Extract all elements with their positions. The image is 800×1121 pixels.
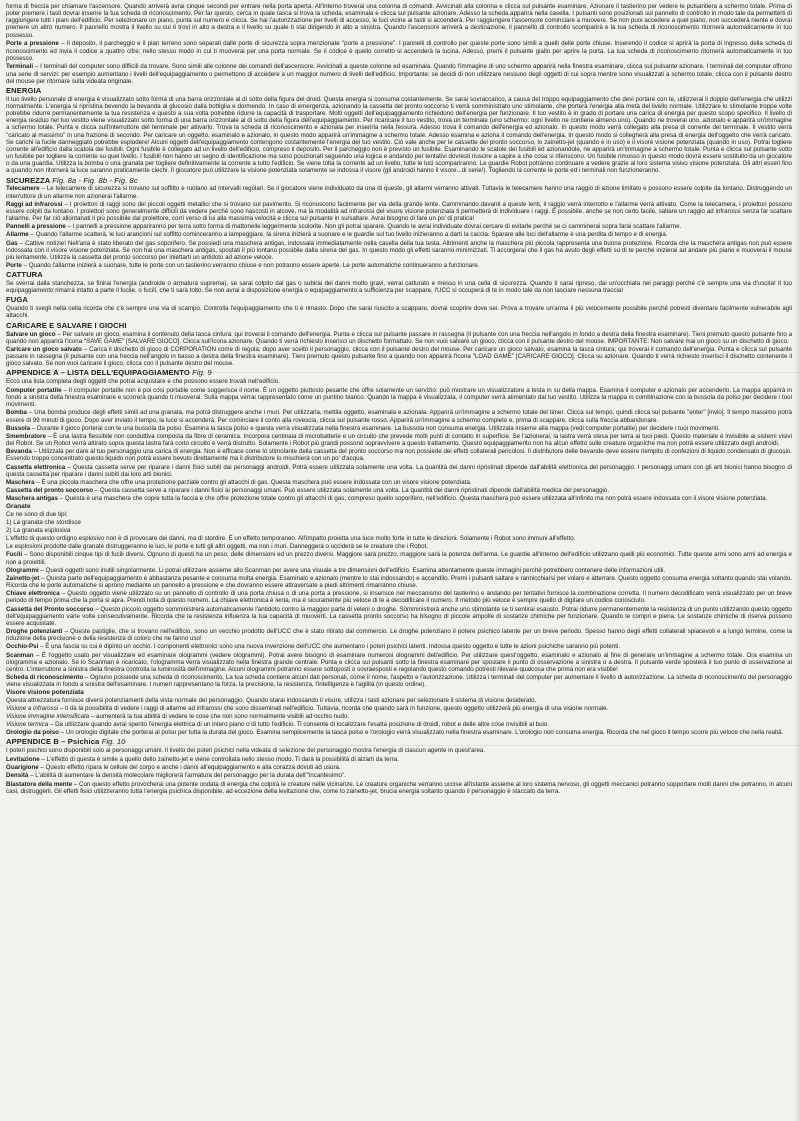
- equip-item: Computer portatile – Il computer portatile non è poi così portatile come suggerisce il nome. È un oggetto piuttosto pesante che offre solamente un servizio: può mostrare un visualizzatore a testa in su della mappa. Esamina il computer e azionalo per accenderlo. La mappa apparirà in fondo a sinistra della finestra esaminare e scorrerà quando ti muoverai. Sulla mappa verrai rappresentato come un puntino bianco. Quando la mappa è visualizzata, il computer verrà alimentato dal tuo vestito. Utilizza la mappa in combinazione con la bussola da polso per decidere i tuoi movimenti.: [6, 386, 792, 409]
- equip-item: Bomba – Una bomba produce degli effetti simili ad una granata, ma potrà distruggere anche i muri. Per utilizzarla, mettila oggetto, esaminala e azionala. Apparirà un'immagine a schermo totale del timer. Clicca sul tempo, quindi clicca sul pulsante "enter" [invio]. Il tempo massimo potrà essere di 99 minuti di gioco. Dopo aver inviato il tempo, la luce si accenderà. Per cominciare il conto alla rovescia, clicca sul pulsante rosso. Apparirà un'immagine a schermo completo e, prima di scappare, clicca sulla freccia abbandonare.: [6, 409, 792, 424]
- equip-item: Occhio-Psi – È una fascia su cui è dipinto un occhio. I componenti elettronici sono una nuova invenzione dell'UCC che aumentano i poteri psichici latenti. Indossa questo oggetto e tutte le azioni psichiche saranno più potenti.: [6, 643, 621, 651]
- equip-item: Maschera antigas – Questa è una maschera che copre tutta la faccia e che offre protezione totale contro gli attacchi di gas, compreso quello soporifero, nell'edificio. Questa maschera può essere utilizzata all'infinito ma non potrà essere indossata con il visore visione potenziata.: [6, 495, 768, 503]
- granate-t2: Le esplosioni prodotte dalle granate distruggeranno le luci, le porte e tutti gli altri oggetti, ma non i muri. Danneggerà o ucciderà se le creature che i Robot.: [6, 543, 429, 551]
- appendice-a-heading: APPENDICE A – LISTA DELL'EQUIPAGGIAMENTO Fig. 9: [6, 368, 212, 378]
- equip-item: Zainetto-jet – Questa parte dell'equipaggiamento è abbastanza pesante e consuma molta energia. Esaminalo e azionalo (mentre lo stai indossando) e accendilo. Premi i pulsanti saltare e rannicchiarsi per volare e atterrare. Questo oggetto consuma energia soltanto quando stai volando. Ricorda che le porte automatiche si aprono mediante un pannello a pressione e che dovranno essere attraversate a piedi altrimenti rimarranno chiuse.: [6, 574, 792, 590]
- fuga-text: Quando ti svegli nella cella ricorda che c'è sempre una via di scampo. Controlla l'equipaggiamento che ti è rimasto. Dopo che sarai riuscito a scappare, dovrai scoprire dove sei. Prova a trovare un'arma il più velocemente possibile perché potresti diventare facilmente vulnerabile agli attacchi.: [6, 305, 792, 320]
- intro-paragraph: forma di freccia per chiamare l'ascensore. Quando arriverà avrai cinque secondi per entrare nella porta aperta. All'interno troverai una colonna di comandi. Avvicinati alla colonna e clicca sul pulsante esaminare. Azionare il tastierino per vedere le pulsantiera a schermo totale. Prima di poter premere i tasti dovrai inserire la tua scheda di riconoscimento. Per far questo, cerca in quale tasca si trova la scheda, esaminala e clicca sul pulsante azionare. Adesso la scheda apparirà nella casella. I pulsanti sono posizionati sul pannello di controllo in modo tale da permetterti di raggiungere tutti i piani dell'edificio. Per selezionare un piano, punta sul numero e clicca. Se hai l'autorizzazione per livelli di accesso, le luci vicine ai tasti si accenderà. Per raggiungere l'ascensore cominciare a muovere. Se non puoi accedere a quel piano, non succederà niente e dovrai premere un altro numero. Il pannello mostra il livello su cui ti trovi in alto a destra e il livello su quale ti stai dirigendo in alto a sinistra. Quando l'ascensore arriverà a destinazione, il pannello di controllo scomparirà e la tua scheda di riconoscimento ritornerà automaticamente in tuo possesso.: [6, 3, 792, 39]
- equip-item: Droghe potenzianti – Queste pastiglie, che si trovano nell'edificio, sono un vecchio prodotto dell'UCC che è stato ritirato dal commercio. Le droghe potenziano il potere psichico latente per un breve periodo. Spesso hanno degli effetti collaterali spiacevoli e a lungo termine, come la riduzione della precisione o della resistenza di coloro che ne fanno uso!: [6, 628, 792, 643]
- sicurezza-heading: SICUREZZA Fig. 8a - Fig. 8b - Fig. 8c: [6, 175, 138, 185]
- caricare-item: Caricare un gioco salvato – Carica il dischetto di gioco di CORPORATION come di regola; dopo aver scelto il personaggio, clicca con il pulsante destro del mouse. Per caricare un gioco salvato, esamina la tasca cintura; qui troverai il comando dell'energia. Punta e clicca sul pulsante passare in rassegna (il pulsante con una freccia nell'angolo in basso a destra della finestra esaminare). Tieni premuto questo pulsante fino a quando non apparirà l'icona "LOAD GAME" [CARICARE GIOCO]. Clicca su azionare. Quando ti verrà richiesto inserisci il dischetto contenente il gioco salvato. Se non vuoi caricare il gioco, clicca con il pulsante destro del mouse.: [6, 345, 793, 368]
- manual-column: [6, 3, 792, 795]
- equip-item: Cassetta del pronto soccorso – Questa cassetta serve a riparare i danni fisici ai personaggi umani. Può essere utilizzata solamente una volta. La quantità dei danni ripristinati dipende dall'abilità medica del personaggio.: [6, 486, 610, 494]
- paper-edge-shadow: [794, 0, 800, 1121]
- appendice-b-heading: APPENDICE B – Psichica Fig. 10: [6, 737, 126, 747]
- granate-heading: Granate: [6, 503, 31, 511]
- orologio-item: Orologio da polso – Un orologio digitale che porterai al polso per tutta la durata del gioco. Esamina semplicemente la tasca polso e l'orologio verrà visualizzato nella finestra esaminare. L'orologio non consuma energia. Ricorda che nel gioco il tempo scorre più veloce che nella realtà.: [6, 729, 784, 737]
- granate-type: 2) La granata esplosiva: [6, 527, 71, 534]
- sicurezza-fig: Fig. 8a - Fig. 8b - Fig. 8c: [52, 175, 138, 185]
- equip-item: Bussola – Durante il gioco porterai con te una bussola da polso. Esamina la tasca polso e questa verrà visualizzata nella finestra esaminare. La bussola non consuma energia. Utilizzala insieme alla mappa (vedi computer portatile) per decidere i tuoi movimenti.: [6, 424, 720, 432]
- caricare-heading: CARICARE E SALVARE I GIOCHI: [6, 320, 127, 330]
- psi-item: Guarigione – Questo effetto ripara le cellule del corpo e anche i danni all'equipaggiamento e alla corazza dovuti ad usura.: [6, 764, 341, 772]
- psi-item: Densità – L'abilità di aumentare la densità molecolare migliorerà l'armatura del personaggio per la durata dell'"incantesimo".: [6, 772, 346, 780]
- energia-text: Il tuo livello personale di energia è visualizzato sotto forma di una barra orizzontale al di sotto della figura del droid. Questa energia si consuma costantemente. Se sarai sovraccarico, a causa del troppo equipaggiamento che devi portare con te, utilizzerai il doppio dell'energia che utilizzi normalmente. L'energia si ripristina bevendo la bevanda al glucosio dalla bottiglia e dormendo. In caso di emergenza, azionando la cassetta del pronto soccorso ti verrà somministrato uno stimolante, che porterà l'energia alla metà del livello normale. Utilizzare lo stimolante troppe volte potrebbe ridurre permanentemente la tua resistenza e questo a sua volta potrebbe ridurre la capacità di trasportare. Molti oggetti dell'equipaggiamento richiedono dell'energia per funzionare. Il tuo vestito è in grado di portare una carica di energia per questo scopo specifico. Il livello di energia residuo nel tuo vestito viene visualizzato sotto forma di una barra orizzontale al di sotto della figura dell'equipaggiamento. Per ricaricare il tuo vestito, trova un terminale (uno schermo: ogni livello ne contiene almeno uno). Quando ne troverai uno, azionalo e apparirà un'immagine a schermo totale. Punta e clicca sull'interruttore del terminale per attivarlo. Trova la scheda di riconoscimento e azionala per inserirla nella fessura. Adesso trova il comando dell'energia ed azionalo. In questo modo verrà collegato alla presa di corrente del terminale. Il vestito verrà "caricato al massimo" in una frazione di secondo. Per caricare un oggetto, esaminalo e azionalo, in questo modo apparirà un'immagine a schermo totale. Adesso esamina e aziona il comando dell'energia. In questo modo si collegherà alla presa di energia dell'oggetto che verrà caricato. Se carichi la fucile danneggiato potrebbe esplodere! Alcuni oggetti dell'equipaggiamento contengono costantemente l'energia del tuo vestito. Ciò vale anche per le cassette del pronto soccorso, lo zainetto-jet (quando è in uso) e il visore visione potenziata (quando in uso). Potrai togliere corrente all'edificio dalla scatola dei fusibili. Ogni fusibile è collegato ad un livello dell'edificio, compreso il deposito. Per il parcheggio non è previsto un fusibile. Esaminando le scatole dei fusibili ed azionandole, ne apparirà un'immagine a schermo totale. Punta e clicca sul pulsante sotto un fusibile per togliere la corrente su quel livello. I fusibili non hanno un segno di identificazione ma sono posizionati seguendo una logica e andando per tentativi dovresti riuscire a capire a che cosa si riferiscono. Un fusibile rimosso in questo modo dovrà essere sostituito da un giocatore o da una guardia. Utilizza la bomba o una granata per togliere definitivamente la corrente a tutto l'edificio. Se viene tolta la corrente ad un livello, tutte le luci scompariranno. Le guardie Robot potranno continuare a vedere grazie al loro sistema visivo visione potenziata. Gli altri esseri fino a quando non ritornerà la luce saranno praticamente ciechi. Il giocatore può utilizzare la visione potenziata solamente se indossa il visore (gli androidi hanno il visore...di serie!). Togliendo la corrente le porte ed i terminali non funzioneranno.: [6, 95, 792, 175]
- visore-line: Visione termica – Da utilizzare quando avrai spento l'energia elettrica di un intero piano o di tutto l'edificio. Ti consente di localizzare l'esatta posizione di droidi, robot e delle altre cose invisibili al buio.: [6, 721, 550, 729]
- visore-line: Visione immagine intensificata – aumenterà la tua abilità di vedere le cose che non sono normalmente visibili ad occhio nudo.: [6, 713, 350, 720]
- cattura-heading: CATTURA: [6, 270, 43, 280]
- caricare-item: Salvare un gioco – Per salvare un gioco, esamina il contenuto della tasca cintura: qui troverai il comando dell'energia. Punta e clicca sul pulsante passare in rassegna (il pulsante con una freccia nell'angolo in fondo a destra della finestra esaminare). Tieni premuto questo pulsante fino a quando non apparirà l'icona "SAVE GAME" [SALVARE GIOCO]. Clicca sull'icona azionare. Quando ti verrà richiesto inserisci un dischetto formattato. Se non vuoi salvare un gioco, clicca con il pulsante destro del mouse. IMPORTANTE: Non salvare mai un gioco su un dischetto di gioco.: [6, 330, 793, 345]
- section-porte-title: Porte a pressione: [6, 40, 59, 48]
- equip-item: Scheda di riconoscimento – Ognuno possiede una scheda di riconoscimento. La tua scheda contiene alcuni dati personali, come il nome, l'aspetto e l'autorizzazione. Utilizza i terminali del computer per aumentare il livello di autorizzazione. La scheda di riconoscimento del personaggio viene visualizzata in fondo a sinistra dell'esaminare. I numeri rappresentano la forza, la precisione, la resistenza, l'intelligenza e l'agilità (in questo ordine).: [6, 673, 792, 689]
- psi-item: Blastatore della mente – Con questo effetto provocherai una potente ondata di energia che colpirà le creature nelle vicinanze. Le creature organiche verranno uccise all'istante assieme al loro sistema nervoso, gli oggetti meccanici potranno sopportare molti danni che potranno, in alcuni casi, distruggerli. Gli effetti fisici utilizzeranno tutta l'energia psichica disponibile, ad eccezione della levitazione che, come lo zainetto-jet, brucia energia soltanto quando il personaggio è staccato da terra.: [6, 780, 792, 795]
- equip-item: Cassetta elettronica – Questa cassetta serve per riparare i danni fisici subiti dai personaggi androidi. Potrà essere utilizzata solamente una volta. La quantità dei danni ripristinati dipende dall'abilità elettronica del personaggio. I personaggi umani con gli arti bionici hanno bisogno di questa cassetta per riparare i danni subiti dai loro arti bionici.: [6, 463, 793, 478]
- equip-item: Ologrammi – Questi oggetti sono inutili singolarmente. Li potrai utilizzare assieme allo Scanman per avere una visuale a tre dimensioni dell'edificio. Esamina attentamente queste immagini perché potrebbero contenere delle informazioni utili.: [6, 566, 666, 574]
- equip-item: Chiave elettronica – Questo oggetto viene utilizzato su un pannello di controllo di una porta chiusa o di una porta a pressione, si inserisce nel meccanismo del tastierino e andando per tentativi fornisce la combinazione corretta. Il numero decodificato verrà visualizzato per un breve periodo di tempo prima che la porta si apra. Prendi nota di questo numero. La chiave elettronica è lenta, ma è sicuramente più veloce di te a decodificare il numero. Il metodo più veloce è sempre quello di digitare un codice conosciuto.: [6, 590, 792, 605]
- sicurezza-item: Gas – Cattive notizie! Nell'aria è stato liberato del gas soporifero. Se possiedi una maschera antigas, indossala immediatamente nella casella della tua testa. Altrimenti anche la maschera più piccola rappresenta una buona protezione. Ricorda che la maschera antigas non può essere indossata con il visore visione potenziata. Se non hai una maschera antigas, spostati il più lontano possibile dalla sirena del gas. In questo modo gli effetti saranno minimizzati. Ti accorgerai che il gas ha avuto degli effetti su di te perché inizierai ad andare più piano e muoverai il mouse più lentamente. Utilizza la cassetta del pronto soccorso per iniettarti un antidoto ad azione veloce.: [6, 239, 792, 261]
- sicurezza-item: Telecamere – Le telecamere di sicurezza si trovano sul soffitto e ruotano ad intervalli regolari. Se il giocatore viene individuato da una di queste, gli allarmi verranno attivati. Tuttavia le telecamere hanno una raggio di azione limitato e possono essere colpite da lontano. Distruggendo un interruttore di un allarme non azionerai l'allarme.: [6, 185, 792, 200]
- equip-item: Bevanda – Utilizzala per dare al tuo personaggio una carica di energia. Non è efficace come lo stimolante della cassetta del pronto soccorso ma non possiede dei effetti collaterali pericolosi. Il distributore delle bevande deve essere riempito di confezioni di liquido condensato di glucosio. Essendo troppo concentrato questo liquido non potrà essere bevuto direttamente ma il distributore lo mischierà con un po' d'acqua.: [6, 448, 792, 463]
- psi-item: Levitazione – L'effetto di questa è simile a quello dello zainetto-jet e viene controllata nello stesso modo. Ti darà la possibilità di alzarti da terra.: [6, 756, 399, 764]
- fuga-heading: FUGA: [6, 295, 28, 305]
- visore-heading: Visore visione potenziata: [6, 689, 84, 697]
- sicurezza-item: Pannelli a pressione – I pannelli a pressione appariranno per terra sotto forma di mattonelle leggermente scolorite. Non gli potrai sparare. Quando le avrai individuate dovrai cercare di evitarle perché se ci camminerai sopra farai scattare l'allarme.: [6, 223, 682, 231]
- equip-item: Cassetta del Pronto soccorso – Questo piccolo oggetto somministrerà automaticamente l'antidoto contro la maggior parte di veleni o droghe. Somministrerà anche uno stimolante se ti sentirai esausto. Potrai ridurre permanentemente la resistenza di un punto utilizzando questo oggetto dell'equipaggiamento varie volte consecutivamente. Ricorda che la resistenza influenza la tua capacità di muoverti. La cassetta pronto soccorso ha bisogno di piccole ampolle di sostanze chimiche per funzionare. Quando le compri e piena. Le sostanze chimiche di riserva possono essere acquistate.: [6, 605, 792, 627]
- paper-fold-line: [0, 745, 800, 746]
- energia-heading: ENERGIA: [6, 85, 42, 95]
- section-terminali: Terminali – I terminali del computer sono difficili da trovare. Sono simili alle colonne dei comandi dell'ascensore. Avvicinati a queste colonne ed esaminala. Quando l'immagine di uno schermo apparirà nella finestra esaminare, clicca sul pulsante azionare. I terminali del computer offrono una serie di servizi: per esempio aumentano i livelli dell'equipaggiamento o permettono di accedere a un maggior numero di livelli dell'edificio. Importante: se decidi di non utilizzare nessuno degli oggetti di cui sopra mentre sono visualizzati a schermo totale, clicca con il pulsante destro del mouse per ritornare sulla videata originale.: [6, 63, 792, 85]
- appendice-a-text: Ecco una lista completa degli oggetti che potrai acquistare e che possono essere trovati nell'edificio.: [6, 378, 280, 386]
- equip-item: Maschera – È una piccola maschera che offre una protezione parziale contro gli attacchi di gas. Questa maschera può essere indossata con un visore visione potenziata.: [6, 478, 472, 486]
- equip-item: Smembratore – È una lastra flessibile non conduttiva composta da fibre di ceramica. Incorpora centinaia di microbatterie e un circuito che prevede molti punti di contatto in superficie. Se l'azionerai, la lastra verrà stesa per terra ai tuoi piedi. Questo materiale è invisibile ai sistemi visivi dei Robot. Se un Robot verrà attirato sopra questa lastra farà corto circuito e verrà distrutto. Solamente i Robot più grandi possono sopravvivere a questo trattamento. Questo equipaggiamento non ha alcun effetto sulle creature organiche ma non potrà essere utilizzato degli androidi.: [6, 432, 792, 448]
- section-terminali-title: Terminali: [6, 63, 34, 71]
- appendice-b-text: I poteri psichici sono disponibili solo ai personaggi umani. Il livello dei poteri psichici nella videata di selezione del personaggio mostra l'energia di ciascun agente in quest'area.: [6, 747, 486, 755]
- appendice-a-fig: Fig. 9: [192, 368, 212, 378]
- sicurezza-item: Porte – Quando l'allarme inizierà a suonare, tutte le porte con un tastierino verranno chiuse e non potranno essere aperte. Le porte automatiche continueranno a funzionare.: [6, 262, 480, 269]
- section-porte: Porte a pressione – Il deposito, il parcheggio e il pian terreno sono separati dalle porte di sicurezza sopra menzionate "porte a pressione". I pannelli di controllo per queste porte sono simili a quelli delle porte chiuse. Inserendo il codice si aprirà la porta di ingresso della scheda di riconoscimento ed invia il codice a quattro cifre; nello stesso modo in cui ti muoverai per una porta normale. Se il codice è quello corretto si accenderà la lucina. Adesso, premi il pulsante giallo per aprire la porta. La tua scheda di riconoscimento ritornerà automaticamente in tuo possesso.: [6, 40, 792, 62]
- cattura-text: Se sverrai dalla stanchezza, se finirai l'energia (androide o armatura suprema), se sarai colpito dal gas o subirai dei danni molto gravi, verrai catturato e messo in una cella di sicurezza. Quando ti sarai ripreso, dai un'occhiata nei paraggi perché c'è sempre una via d'uscita! Il tuo equipaggiamento rimarrà intatto a parte il fucile, o fucili, che ti sarà tolto. Se non avrai a disposizione energia o equipaggiamento a sufficienza per scappare, l'UCC si occuperà di te in modo tale da non lasciare nessuna traccia!: [6, 280, 792, 295]
- granate-type: 1) La granata che stordisce: [6, 518, 81, 526]
- paper-fold-line: [0, 372, 800, 373]
- appendice-b-fig: Fig. 10: [101, 737, 126, 747]
- sicurezza-item: Allarme – Quando l'allarme scatterà, le luci arancioni sul soffitto cominceranno a lampeggiare, la sirena inizierà a suonare e le guardie sul tuo livello inizieranno a darti la caccia. Sparare alle luci dell'allarme è una perdita di tempo e di energia.: [6, 231, 668, 239]
- granate-intro: Ce ne sono di due tipi:: [6, 510, 68, 518]
- equip-item: Scanman – È l'oggetto usato per visualizzare ed esaminare ologrammi (vedere ologrammi). Potrai avere bisogno di esaminare numerosi ologrammi dell'edificio. Per utilizzare quest'oggetto, esaminalo e azionalo al fine di generare un'immagine a schermo totale. Ora esamina un ologramma e azionalo. Se lo Scanman è ricaricato, l'ologramma verrà visualizzato nella finestra grande centrale. Punta e clicca sui pulsanti sotto la finestra esaminare per spostare il punto di osservazione a sinistra o a destra. Il pulsante verde sposterà il tuo punto di osservazione al centro. L'interruttore a sinistra della finestra controlla la luminosità dell'immagine. Alcuni ologrammi potranno essere sottoposti o sovraesposti e regolando questo comando potresti rilevare qualcosa che prima non era visibile!: [6, 651, 792, 673]
- visore-intro: Questa attrezzatura fornisce diversi potenziamenti della vista normale del personaggio. Quando starai indossando il visore, utilizza i tasti azionare per selezionare il sistema di visione desiderato.: [6, 696, 537, 704]
- granate-t1: L'effetto di questo ordigno esplosivo non è di provocare dei danni, ma di stordire. È un effetto temporaneo. All'impatto proietta una luce molto forte in tutte le direzioni. Solamente i Robot sono immuni all'effetto.: [6, 535, 576, 543]
- sicurezza-item: Raggi ad infrarossi – I proiettori di raggi sono dei piccoli oggetti metallici che si trovano sul pavimento. Si riconoscono facilmente per via della grande lente. Camminando davanti a queste lenti, il raggio verrà interrotto e l'allarme verrà attivato. Come la telecamera, i proiettori possono essere colpiti da lontano. I proiettori sono generalmente difficili da vedere perché sono nascosti in alcove, ma la modalità ad infrarossi del visore visione potenziata ti permetterà di individuare i raggi. È possibile, anche se non certo facile, saltare un raggio ad infrarossi senza far scattare l'allarme. Per far ciò allontanati il più possibile dal proiettore, corri verso di lui alla massima velocità e clicca sul pulsante in su/saltare. Avrai bisogno di fare un po' di pratica!: [6, 200, 792, 223]
- visore-line: Visione a infrarossi – ti dà la possibilità di vedere i raggi di allarme ad infrarossi che sono disseminati nell'edificio. Tuttavia, ricorda che quando sarà in funzione, questo oggetto utilizzerà più energia di una visione normale.: [6, 704, 609, 712]
- equip-item: Fucili – Sono disponibili cinque tipi di fucili diversi. Ognuno di questi ha un peso, delle dimensioni ed un prezzo diversi. Maggiore sarà prezzo, maggiore sarà la potenza dell'arma. Le guardie all'interno dell'edificio utilizzano quelli più economici. Tutte queste armi sono armi ad energia e non a proiettili.: [6, 551, 792, 566]
